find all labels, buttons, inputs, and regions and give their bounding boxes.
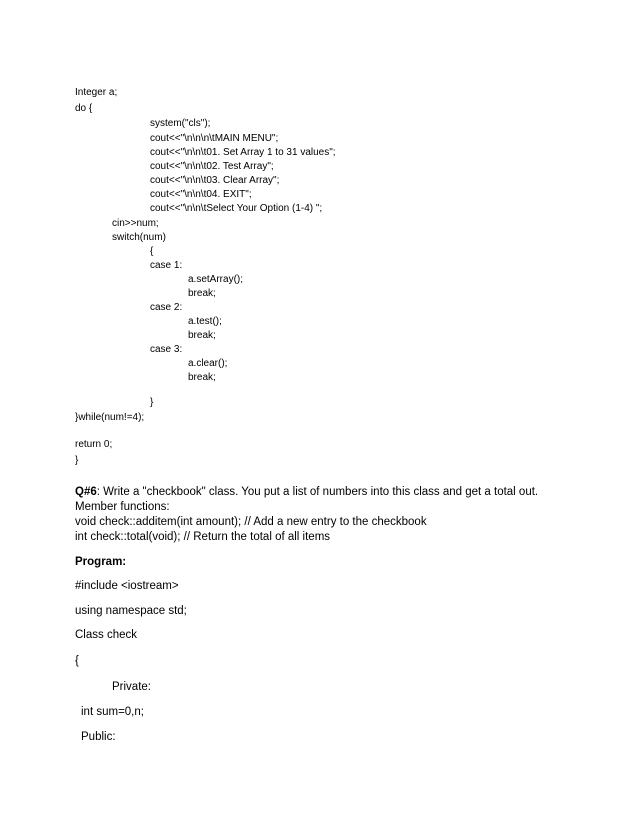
code-line: cout<<"\n\n\t03. Clear Array";	[150, 175, 280, 186]
code-line: cin>>num;	[112, 218, 159, 229]
code-line: break;	[188, 330, 216, 341]
function-signature: int check::total(void); // Return the total of all items	[75, 531, 331, 543]
code-line: a.test();	[188, 316, 222, 327]
code-line: }while(num!=4);	[75, 412, 145, 423]
code-line: case 1:	[150, 260, 183, 271]
code-line: {	[150, 246, 154, 257]
code-line: break;	[188, 372, 216, 383]
member-functions-label: Member functions:	[75, 501, 170, 513]
program-line: #include <iostream>	[75, 580, 179, 592]
code-line: a.setArray();	[188, 274, 244, 285]
code-line: cout<<"\n\n\n\tMAIN MENU";	[150, 133, 279, 144]
code-line: }	[75, 455, 79, 466]
program-line: using namespace std;	[75, 605, 187, 617]
function-signature: void check::additem(int amount); // Add a new entry to the checkbook	[75, 516, 427, 528]
question-line	[75, 487, 538, 499]
program-line: {	[75, 655, 79, 667]
program-line: Public:	[81, 731, 116, 743]
code-line: }	[150, 397, 154, 408]
code-line: case 3:	[150, 344, 183, 355]
program-line: Class check	[75, 629, 137, 641]
code-line: cout<<"\n\n\tSelect Your Option (1-4) ";	[150, 203, 323, 214]
code-line: switch(num)	[112, 232, 166, 243]
program-line: int sum=0,n;	[81, 706, 144, 718]
code-line: break;	[188, 288, 216, 299]
question-text: : Write a "checkbook" class. You put a list of numbers into this class and get a total out.	[96, 486, 539, 498]
code-line: cout<<"\n\n\t04. EXIT";	[150, 189, 252, 200]
code-line: system("cls");	[150, 118, 211, 129]
code-line: cout<<"\n\n\t02. Test Array";	[150, 161, 274, 172]
code-line: cout<<"\n\n\t01. Set Array 1 to 31 values";	[150, 147, 336, 158]
question-label: Q#6	[75, 486, 97, 498]
code-line: a.clear();	[188, 358, 228, 369]
program-heading: Program:	[75, 556, 127, 568]
program-line: Private:	[112, 681, 151, 693]
code-line: case 2:	[150, 302, 183, 313]
code-line: return 0;	[75, 439, 113, 450]
code-line: Integer a;	[75, 87, 118, 98]
code-line: do {	[75, 103, 93, 114]
